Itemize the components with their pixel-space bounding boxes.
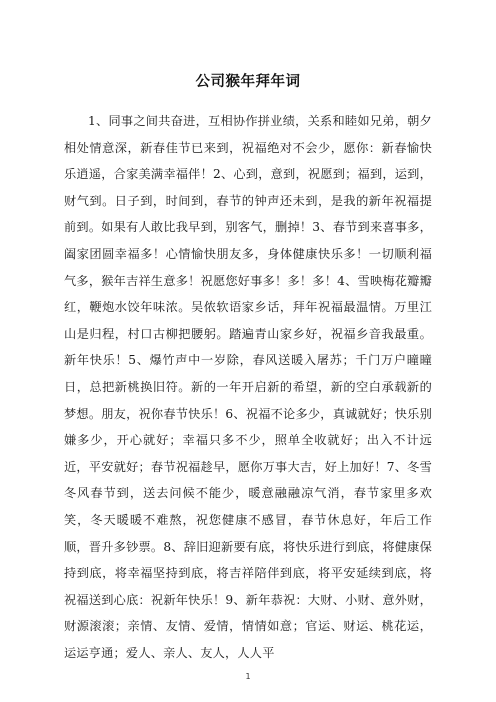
document-title: 公司猴年拜年词: [195, 74, 301, 90]
page-number: 1: [245, 672, 251, 681]
document-body-paragraph: 1、同事之间共奋进，互相协作拼业绩，关系和睦如兄弟，朝夕相处情意深，新春佳节已来到，祝福绝对不会少，愿你：新春愉快乐逍遥，合家美满幸福伴！2、心到，意到，祝愿到；福到，运到，财气到。日子到，时间到，春节的钟声还未到，是我的新年祝福提前到。如果有人敢比我早到，别客气，删掉！3、春节到来喜事多，阖家团圆幸福多！心情愉快朋友多，身体健康快乐多！一切顺利福气多，猴年吉祥生意多！祝愿您好事多！多！多！4、雪映梅花瓣瓣红，鞭炮水饺年味浓。吴侬软语家乡话，拜年祝福最温情。万里江山是归程，村口古柳把腰躬。踏遍青山家乡好，祝福乡音我最重。新年快乐！5、爆竹声中一岁除，春风送暖入屠苏；千门万户曈曈日，总把新桃换旧符。新的一年开启新的希望，新的空白承载新的梦想。朋友，祝你春节快乐！6、祝福不论多少，真诚就好；快乐别嫌多少，开心就好；幸福只多不少，照单全收就好；出入不计远近，平安就好；春节祝福趁早，愿你万事大吉，好上加好！7、冬雪冬风春节到，送去问候不能少，暖意融融凉气消，春节家里多欢笑，冬天暖暖不难熬，祝您健康不感冒，春节休息好，年后工作顺，晋升多钞票。8、辞旧迎新要有底，将快乐进行到底，将健康保持到底，将幸福坚持到底，将吉祥陪伴到底，将平安延续到底，将祝福送到心底：祝新年快乐！9、新年恭祝：大财、小财、意外财，财源滚滚；亲情、友情、爱情，情情如意；官运、财运、桃花运，运运亨通；爱人、亲人、友人，人人平: [64, 114, 432, 660]
